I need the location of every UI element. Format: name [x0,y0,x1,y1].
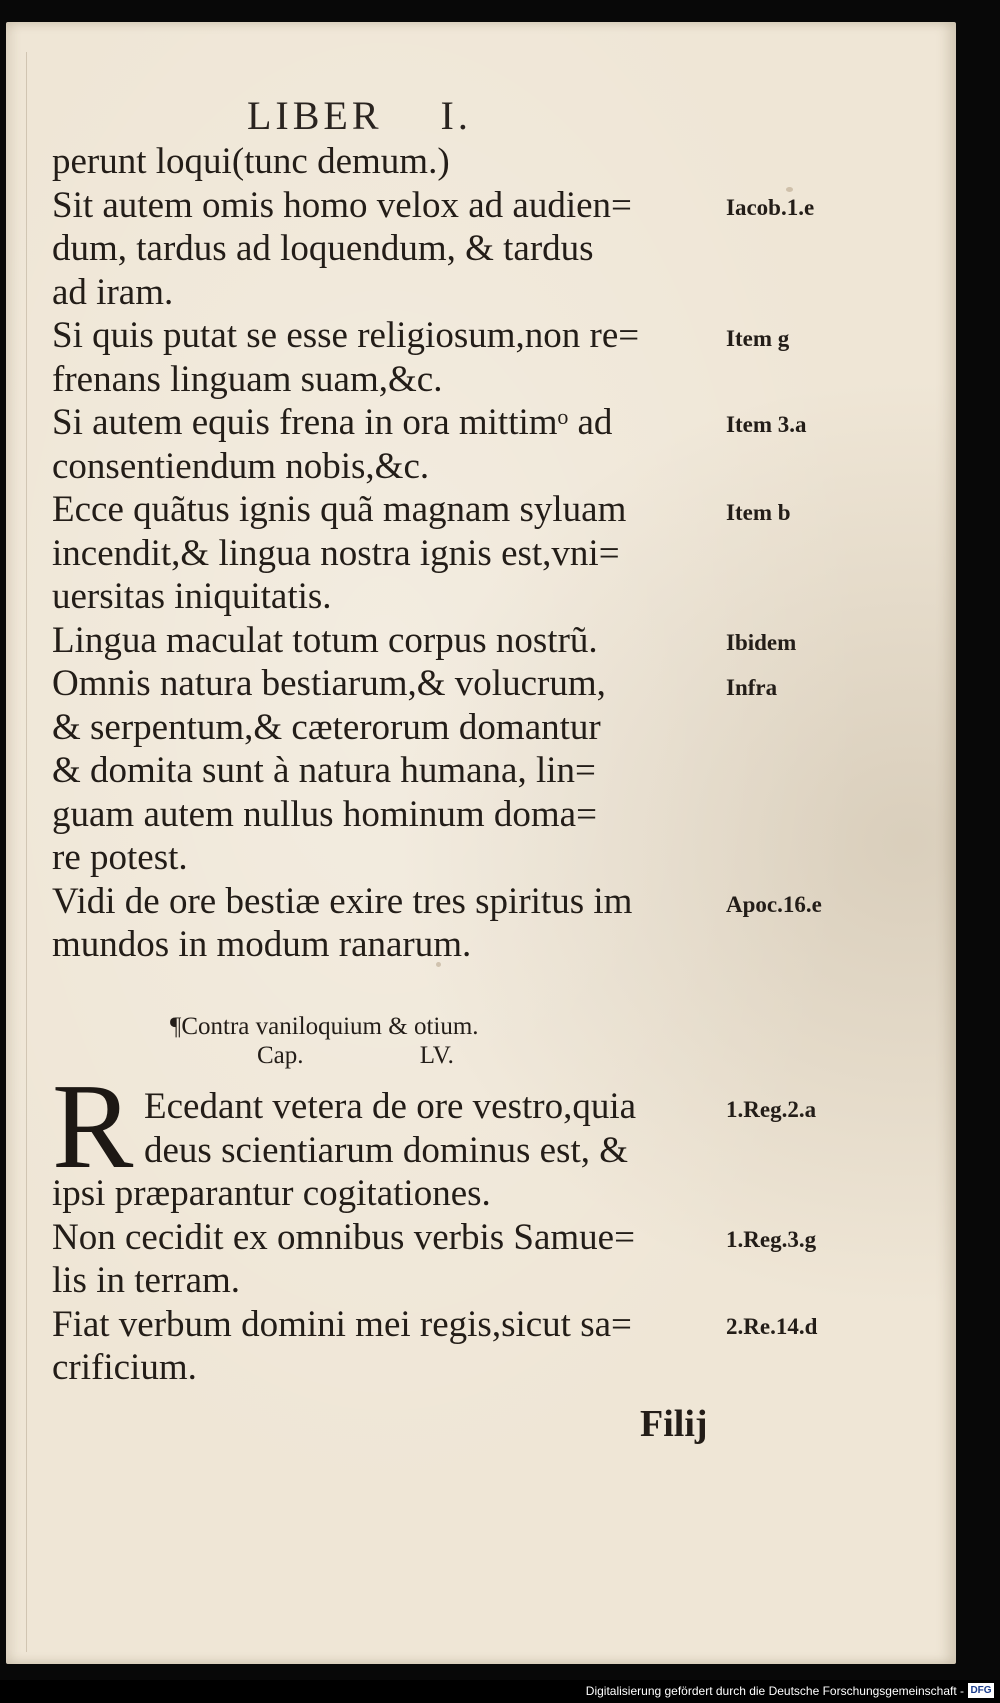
text-line: & serpentum,& cæterorum domantur [52,706,601,748]
chapter-number [257,1042,454,1070]
text-line: consentiendum nobis,&c. [52,445,430,487]
text-line: Vidi de ore bestiæ exire tres spiritus im [52,880,633,922]
text-line: ipsi præparantur cogitationes. [52,1173,491,1214]
text-line: frenans linguam suam,&c. [52,358,443,400]
chapter-text [52,1085,717,1390]
text-line: Fiat verbum domini mei regis,sicut sa= [52,1303,632,1345]
marginal-note: Iacob.1.e [726,195,815,220]
marginal-note: 1.Reg.3.g [726,1227,817,1252]
chapter-cap-label: Cap. [257,1042,304,1069]
chapter-roman-numeral: LV. [419,1042,454,1069]
text-line: crificium. [52,1347,197,1388]
text-line: perunt loqui(tunc demum.) [52,141,450,182]
marginal-note: Item 3.a [726,412,807,437]
text-line: guam autem nullus hominum doma= [52,793,597,835]
marginal-note: 1.Reg.2.a [726,1097,817,1122]
marginal-note: Item g [726,326,790,351]
text-line: deus scientiarum dominus est, & [144,1129,629,1171]
text-line: lis in terram. [52,1260,241,1301]
text-line: & domita sunt à natura humana, lin= [52,750,596,791]
text-line: Non cecidit ex omnibus verbis Samue= [52,1216,635,1258]
text-line: incendit,& lingua nostra ignis est,vni= [52,532,620,574]
gutter-line [26,52,27,1652]
text-line: Ecce quãtus ignis quã magnam syluam [52,489,627,530]
paper-stain [786,187,793,192]
text-line: Sit autem omis homo velox ad audien= [52,184,632,226]
catchword: Filij [640,1403,708,1445]
digitization-footer [0,1680,1000,1703]
marginal-note: 2.Re.14.d [726,1314,818,1339]
text-line: dum, tardus ad loquendum, & tardus [52,228,594,269]
text-line: Lingua maculat totum corpus nostrũ. [52,619,598,661]
text-line: Si autem equis frena in ora mittimᵒ ad [52,402,613,443]
drop-cap: R [52,1059,134,1194]
marginal-note: Apoc.16.e [726,892,822,917]
text-line: ad iram. [52,271,174,313]
main-text [52,140,717,967]
marginal-note: Item b [726,500,791,525]
dfg-logo[interactable]: DFG [968,1683,994,1698]
marginal-note: Infra [726,675,778,700]
text-line: mundos in modum ranarum. [52,924,472,965]
text-line: Omnis natura bestiarum,& volucrum, [52,663,606,704]
text-line: Ecedant vetera de ore vestro,quia [144,1086,637,1127]
running-head-liber: LIBER [247,93,383,138]
marginal-note: Ibidem [726,630,797,655]
chapter-title: ¶Contra vaniloquium & otium. [170,1013,479,1040]
text-line: Si quis putat se esse religiosum,non re= [52,315,640,356]
footer-credit: Digitalisierung gefördert durch die Deutsche Forschungsgemeinschaft - [585,1684,964,1698]
running-head [247,92,472,139]
running-head-numeral: I. [440,93,472,138]
text-line: re potest. [52,837,188,878]
text-line: uersitas iniquitatis. [52,576,332,617]
